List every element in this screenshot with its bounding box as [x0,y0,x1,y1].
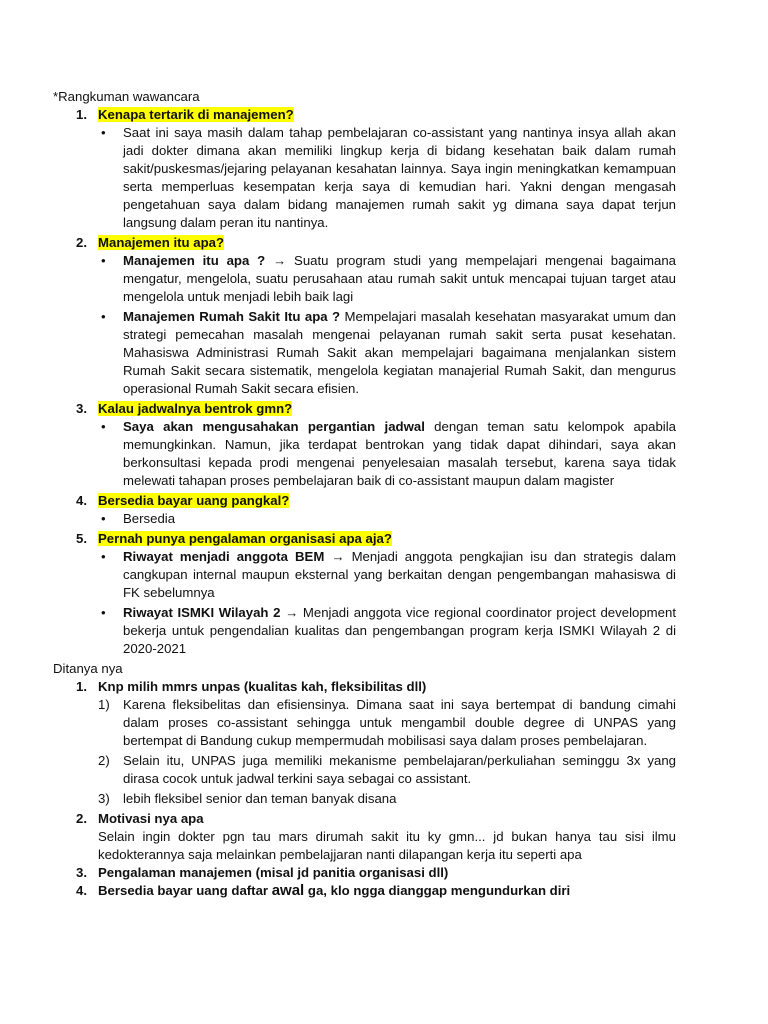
answer-text: Saat ini saya masih dalam tahap pembelajaran co-assistant yang nantinya insya allah akan jadi dokter dimana akan memiliki lingkup kerja di bidang kesehatan baik dalam rumah sakit/puskesmas/jejaring pelayanan kesahatan lainnya. Saya ingin meningkatkan kemampuan serta memperluas kesempatan kerja saya di kemudian hari. Yakni dengan mengasah pengetahuan saya dalam bidang manajemen rumah sakit yg dimana saya dapat terjun langsung dalam peran itu nantinya. [123,125,676,230]
question-number: 2. [76,811,87,826]
question-text: Knp milih mmrs unpas (kualitas kah, fleksibilitas dll) [98,679,427,694]
question-text-part: Bersedia bayar uang daftar [98,883,272,898]
asked-question-1 [53,678,676,696]
question-number: 1. [76,679,87,694]
answer-text: Menjadi anggota vice regional coordinator project development bekerja untuk pengendalian kualitas dan pengembangan program kerja ISMKI Wilayah 2 di 2020-2021 [123,605,676,656]
question-number: 4. [76,883,87,898]
document-title: *Rangkuman wawancara [53,89,200,104]
question-emphasis: awal [271,882,305,899]
answer-list [53,252,676,398]
answer-item [123,604,676,658]
asked-question-2 [53,810,676,828]
question-3 [53,400,676,418]
answer-text: lebih fleksibel senior dan teman banyak disana [123,791,397,806]
question-number: 4. [76,493,87,508]
answer-item [123,124,676,232]
question-number: 2. [76,235,87,250]
question-number: 1. [76,107,87,122]
answer-list [53,696,676,808]
answer-item [98,696,676,750]
question-text: Motivasi nya apa [98,811,204,826]
arrow-right-icon: → [285,605,299,620]
answer-paragraph: Selain ingin dokter pgn tau mars dirumah sakit itu ky gmn... jd bukan hanya tau sisi ilmu kedokterannya saja melainkan pembelajjaran nanti dilapangan kerja itu seperti apa [98,829,676,862]
answer-list [53,510,676,528]
answer-text: Menjadi anggota pengkajian isu dan strategis dalam cangkupan internal maupun eksternal yang berkaitan dengan pengembangan mahasiswa di FK sebelumnya [123,549,676,600]
answer-item [123,510,676,528]
answer-item [123,418,676,490]
item-number: 1) [98,697,110,712]
question-text: Pernah punya pengalaman organisasi apa aja? [98,531,392,546]
question-text: Manajemen itu apa? [98,235,225,250]
answer-item [123,252,676,306]
question-number: 3. [76,401,87,416]
answer-list [53,124,676,232]
answer-text: Mempelajari masalah kesehatan masyarakat umum dan strategi pemecahan masalah mengenai pelayanan rumah sakit serta pusat kesehatan. Mahasiswa Administrasi Rumah Sakit akan mempelajari bagaimana menjalankan sistem Rumah Sakit secara sistematik, mengelola kegiatan manajerial Rumah Sakit, dan mengurus operasional Rumah Sakit secara efisien. [123,309,676,396]
question-text: Pengalaman manajemen (misal jd panitia organisasi dll) [98,865,449,880]
answer-item [123,308,676,398]
answer-heading: Saya akan mengusahakan pergantian jadwal [123,419,425,434]
answer-text: Suatu program studi yang mempelajari mengenai bagaimana mengatur, mengelola, suatu perusahaan atau rumah sakit untuk mencapai tujuan target atau mengelola untuk menjadi lebih baik lagi [123,253,676,304]
item-number: 2) [98,753,110,768]
question-number: 5. [76,531,87,546]
answer-item [123,548,676,602]
asked-section [53,678,676,900]
answer-heading: Manajemen itu apa ? [123,253,274,268]
answer-item [98,790,676,808]
answer-text: Bersedia [123,511,176,526]
answer-heading: Riwayat ISMKI Wilayah 2 [123,605,286,620]
answer-list [53,548,676,658]
asked-question-4 [53,882,676,900]
question-4 [53,492,676,510]
item-number: 3) [98,791,110,806]
question-text: Kenapa tertarik di manajemen? [98,107,294,122]
answer-text: dengan teman satu kelompok apabila memungkinkan. Namun, jika terdapat bentrokan yang tidak dapat dihindari, saya akan berkonsultasi kepada prodi mengenai penyelesaian masalah tersebut, karena saya tidak melewati tahapan proses pembelajaran baik di co-assistant maupun dalam magister [123,419,676,488]
answer-heading: Manajemen Rumah Sakit Itu apa ? [123,309,345,324]
question-1 [53,106,676,124]
section-title: Ditanya nya [53,661,123,676]
asked-question-3 [53,864,676,882]
answer-item [98,752,676,788]
answer-text: Karena fleksibelitas dan efisiensinya. Dimana saat ini saya bertempat di bandung cimahi dalam proses co-assistant sehingga untuk mengambil double degree di UNPAS yang bertempat di Bandung cukup mempermudah mobilisasi saya dalam proses pembelajaran. [123,697,676,748]
question-2 [53,234,676,252]
answer-list [53,418,676,490]
answer-heading: Riwayat menjadi anggota BEM [123,549,332,564]
question-text-part: ga, klo ngga dianggap mengundurkan diri [304,883,571,898]
answer-text: Selain itu, UNPAS juga memiliki mekanisme pembelajaran/perkuliahan seminggu 3x yang dirasa cocok untuk jadwal terkini saya sebagai co assistant. [123,753,676,786]
arrow-right-icon: → [331,549,345,564]
question-text: Bersedia bayar uang pangkal? [98,493,290,508]
arrow-right-icon: → [273,253,287,268]
question-text: Kalau jadwalnya bentrok gmn? [98,401,293,416]
question-number: 3. [76,865,87,880]
summary-section [53,106,676,658]
question-5 [53,530,676,548]
